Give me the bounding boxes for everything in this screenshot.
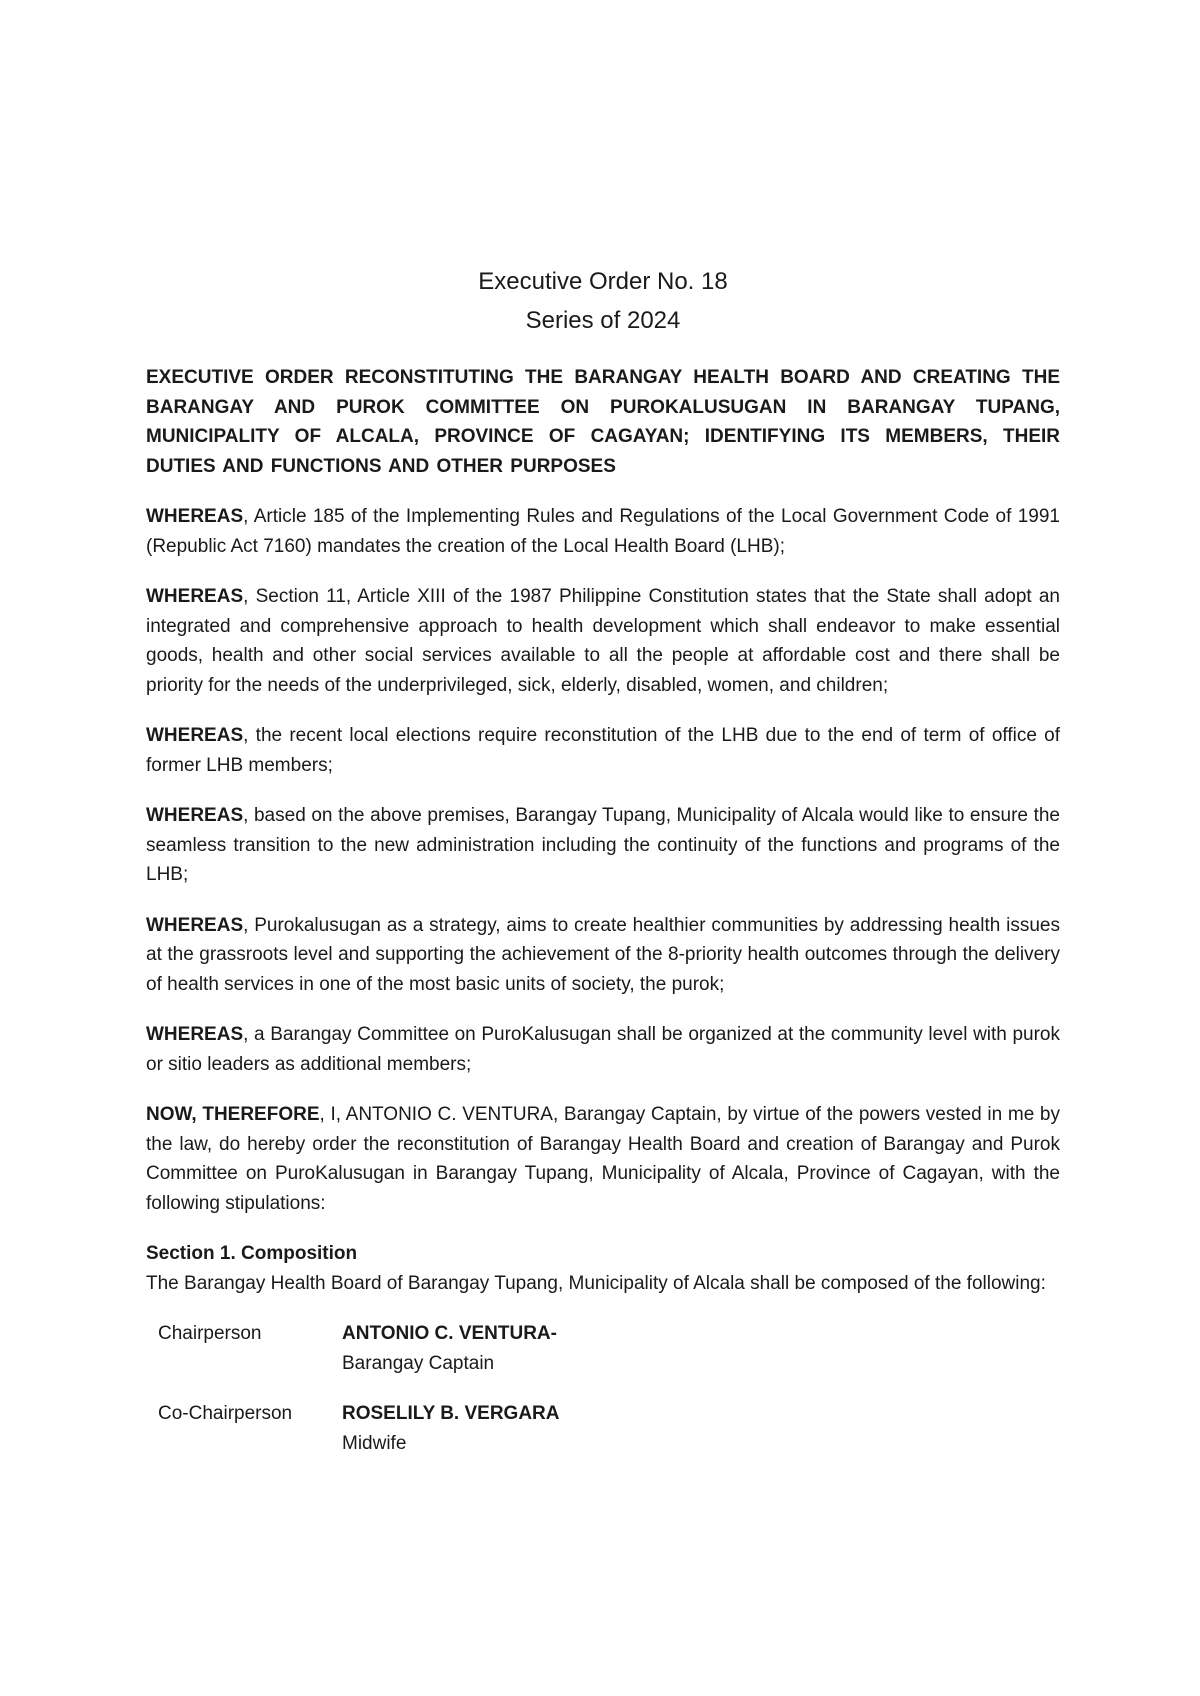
- order-heading: EXECUTIVE ORDER RECONSTITUTING THE BARANGAY HEALTH BOARD AND CREATING THE BARANGAY AND PUROK COMMITTEE ON PUROKALUSUGAN IN BARANGAY TUPANG, MUNICIPALITY OF ALCALA, PROVINCE OF CAGAYAN; IDENTIFYING ITS MEMBERS, THEIR DUTIES AND FUNCTIONS AND OTHER PURPOSES: [146, 367, 1060, 477]
- whereas-paragraph: [146, 1020, 1060, 1079]
- paragraph-text: , Purokalusugan as a strategy, aims to create healthier communities by addressing health issues at the grassroots level and supporting the achievement of the 8-priority health outcomes through the delivery of health services in one of the most basic units of society, the purok;: [146, 914, 1060, 995]
- paragraph-text: , based on the above premises, Barangay Tupang, Municipality of Alcala would like to ensure the seamless transition to the new administration including the continuity of the functions and programs of the LHB;: [146, 805, 1060, 885]
- paragraph-lead: WHEREAS: [146, 914, 244, 936]
- member-position: Midwife: [342, 1432, 407, 1454]
- paragraph-lead: WHEREAS: [146, 805, 244, 826]
- document-series: Series of 2024: [525, 307, 681, 334]
- paragraph-text: , a Barangay Committee on PuroKalusugan shall be organized at the community level with purok or sitio leaders as additional members;: [146, 1024, 1060, 1075]
- member-row: [158, 1319, 1060, 1378]
- whereas-paragraph: [146, 911, 1060, 1000]
- paragraph-text: , I, ANTONIO C. VENTURA, Barangay Captain, by virtue of the powers vested in me by the law, do hereby order the reconstitution of Barangay Health Board and creation of Barangay and Purok Committee on PuroKalusugan in Barangay Tupang, Municipality of Alcala, Province of Cagayan, with the following stipulations:: [146, 1104, 1060, 1214]
- whereas-paragraph: [146, 582, 1060, 700]
- member-name: ROSELILY B. VERGARA: [342, 1403, 560, 1424]
- member-role: Chairperson: [158, 1323, 262, 1344]
- section-1-text: The Barangay Health Board of Barangay Tupang, Municipality of Alcala shall be composed of the following:: [146, 1272, 1046, 1294]
- paragraph-lead: WHEREAS: [146, 1024, 244, 1045]
- member-position: Barangay Captain: [342, 1352, 495, 1374]
- paragraph-text: , Article 185 of the Implementing Rules and Regulations of the Local Government Code of 1991 (Republic Act 7160) mandates the creation of the Local Health Board (LHB);: [146, 506, 1060, 557]
- paragraph-lead: WHEREAS: [146, 506, 244, 527]
- member-details: [342, 1399, 560, 1458]
- now-therefore-paragraph: [146, 1100, 1060, 1218]
- whereas-paragraph: [146, 801, 1060, 890]
- document-body: [146, 262, 1060, 1458]
- section-1-title: Section 1. Composition: [146, 1243, 358, 1264]
- paragraph-text: , the recent local elections require reconstitution of the LHB due to the end of term of office of former LHB members;: [146, 725, 1060, 776]
- paragraph-lead: NOW, THEREFORE: [146, 1104, 320, 1125]
- paragraph-lead: WHEREAS: [146, 725, 244, 746]
- paragraph-lead: WHEREAS: [146, 586, 244, 607]
- member-row: [158, 1399, 1060, 1458]
- member-name: ANTONIO C. VENTURA-: [342, 1323, 557, 1344]
- whereas-paragraph: [146, 502, 1060, 561]
- member-details: [342, 1319, 557, 1378]
- member-role: Co-Chairperson: [158, 1403, 293, 1424]
- document-title: Executive Order No. 18: [478, 268, 728, 295]
- paragraph-text: , Section 11, Article XIII of the 1987 Philippine Constitution states that the State shall adopt an integrated and comprehensive approach to health development which shall endeavor to make essential goods, health and other social services available to all the people at affordable cost and there shall be priority for the needs of the underprivileged, sick, elderly, disabled, women, and children;: [146, 586, 1060, 696]
- whereas-paragraph: [146, 721, 1060, 780]
